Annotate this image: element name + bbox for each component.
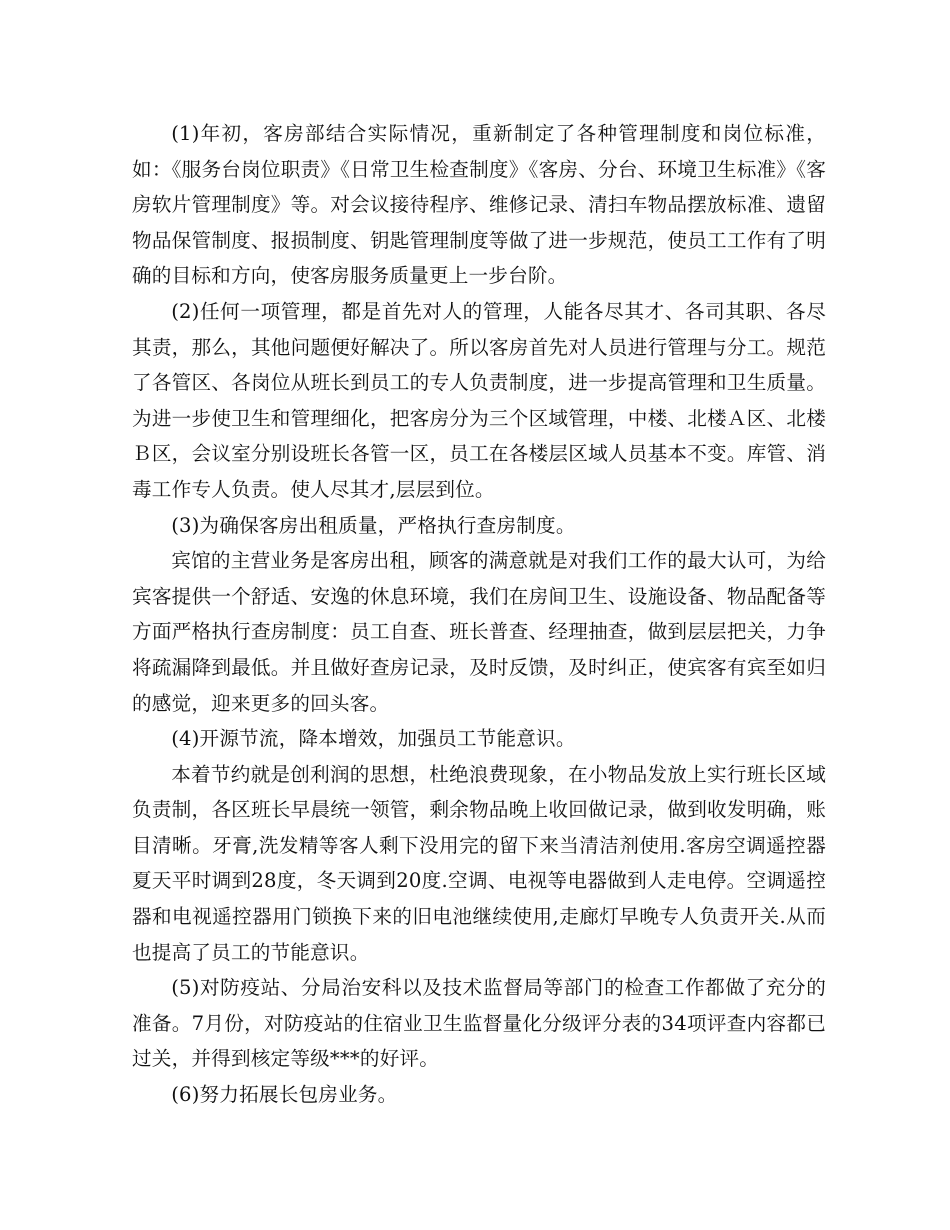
paragraph-8: (6)努力拓展长包房业务。 (171, 1083, 398, 1107)
paragraph-3: (3)为确保客房出租质量，严格执行查房制度。 (171, 513, 576, 537)
paragraph-5: (4)开源节流，降本增效，加强员工节能意识。 (171, 727, 576, 751)
paragraph-2: (2)任何一项管理，都是首先对人的管理，人能各尽其才、各司其职、各尽其责，那么，其他问题便好解决了。所以客房首先对人员进行管理与分工。规范了各管区、各岗位从班长到员工的专人负责制度，进一步提高管理和卫生质量。为进一步使卫生和管理细化，把客房分为三个区域管理，中楼、北楼Ａ区、北楼Ｂ区，会议室分别设班长各管一区，员工在各楼层区域人员基本不变。库管、消毒工作专人负责。使人尽其才,层层到位。 (132, 299, 826, 501)
document-body (132, 116, 826, 1113)
paragraph-7: (5)对防疫站、分局治安科以及技术监督局等部门的检查工作都做了充分的准备。7月份，对防疫站的住宿业卫生监督量化分级评分表的34项评查内容都已过关，并得到核定等级***的好评。 (132, 976, 826, 1071)
paragraph-1: (1)年初，客房部结合实际情况，重新制定了各种管理制度和岗位标准，如：《服务台岗位职责》《日常卫生检查制度》《客房、分台、环境卫生标准》《客房软片管理制度》等。对会议接待程序、维修记录、清扫车物品摆放标准、遗留物品保管制度、报损制度、钥匙管理制度等做了进一步规范，使员工工作有了明确的目标和方向，使客房服务质量更上一步台阶。 (132, 122, 826, 288)
paragraph-4: 宾馆的主营业务是客房出租，顾客的满意就是对我们工作的最大认可，为给宾客提供一个舒适、安逸的休息环境，我们在房间卫生、设施设备、物品配备等方面严格执行查房制度：员工自查、班长普查、经理抽查，做到层层把关，力争将疏漏降到最低。并且做好查房记录，及时反馈，及时纠正，使宾客有宾至如归的感觉，迎来更多的回头客。 (132, 549, 826, 715)
paragraph-6: 本着节约就是创利润的思想，杜绝浪费现象，在小物品发放上实行班长区域负责制，各区班长早晨统一领管，剩余物品晚上收回做记录，做到收发明确，账目清晰。牙膏,洗发精等客人剩下没用完的留下来当清洁剂使用.客房空调遥控器夏天平时调到28度，冬天调到20度.空调、电视等电器做到人走电停。空调遥控器和电视遥控器用门锁换下来的旧电池继续使用,走廊灯早晚专人负责开关.从而也提高了员工的节能意识。 (132, 762, 826, 964)
